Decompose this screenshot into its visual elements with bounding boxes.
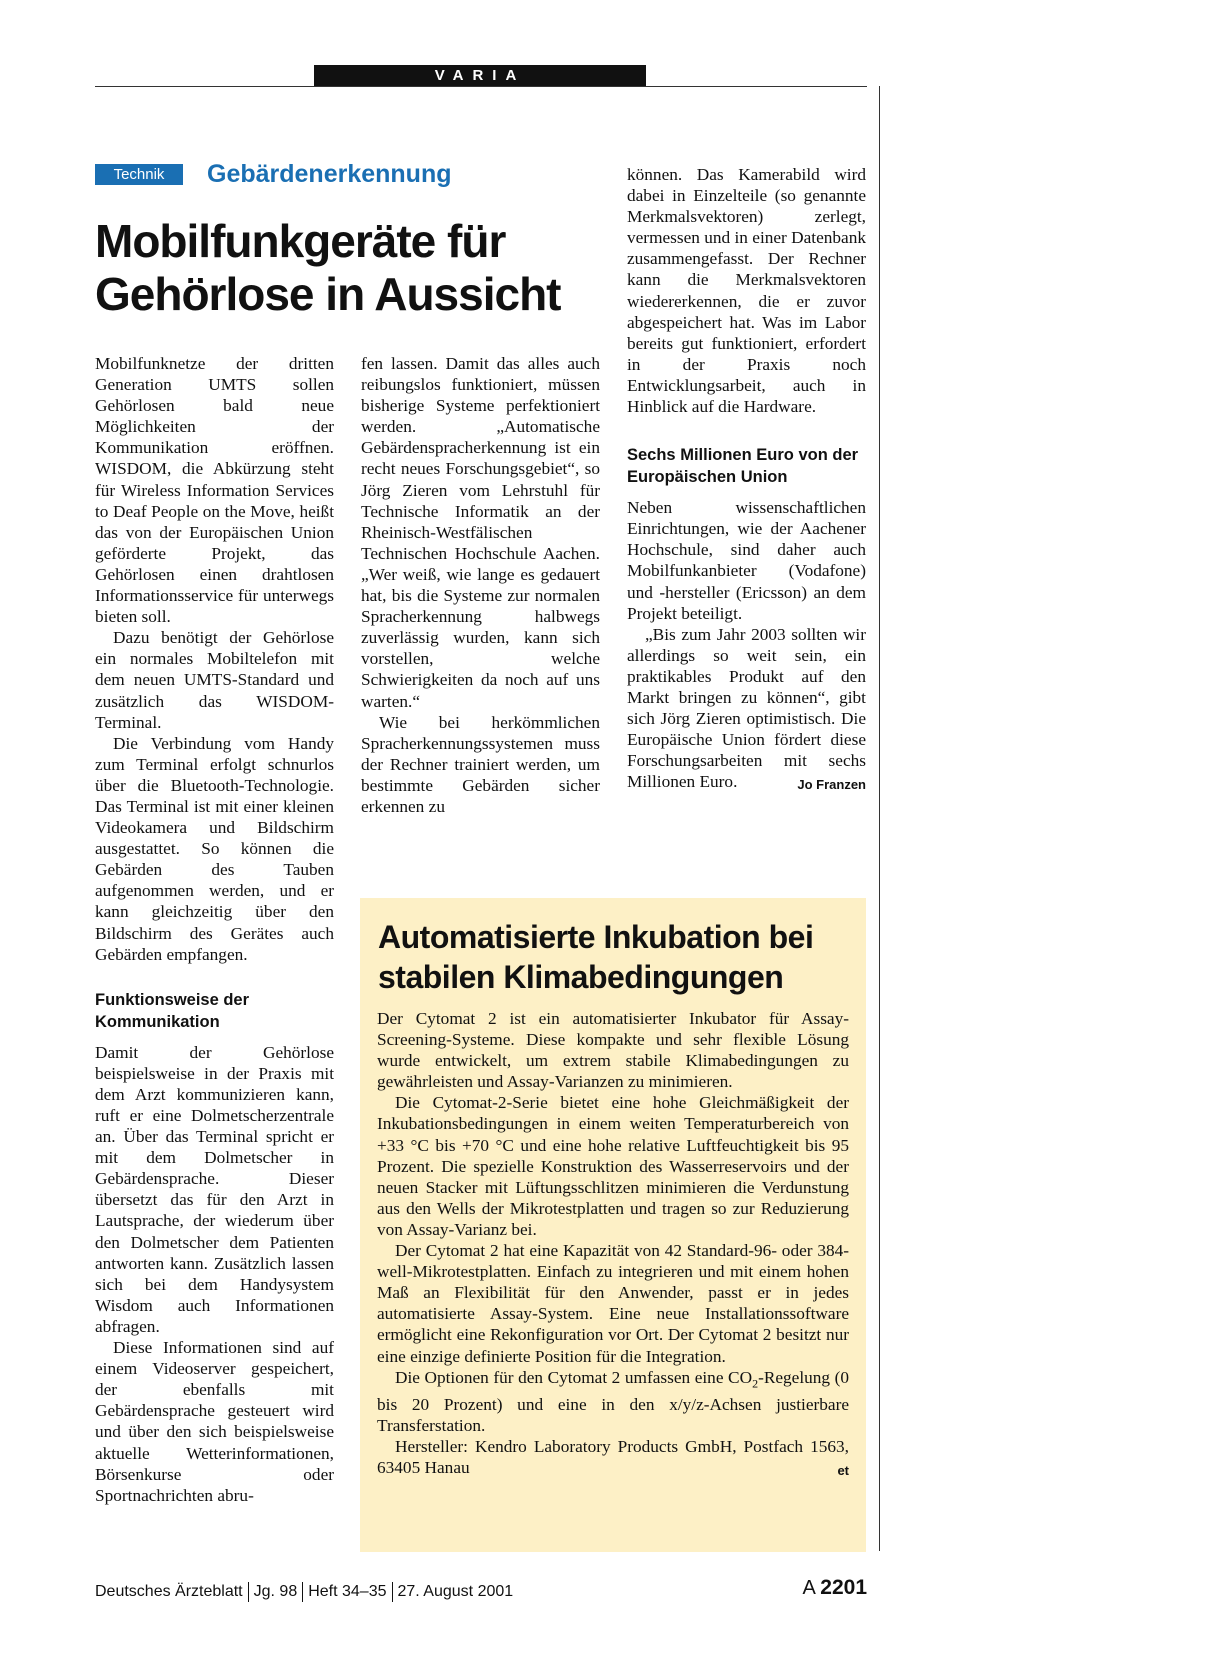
- paragraph: Der Cytomat 2 ist ein automatisierter Inkubator für Assay-Screening-Systeme. Diese kompakte und sehr flexible Lösung wurde entwickelt, um extrem stabile Klimabedingungen zu gewährleisten und Assay-Varianzen zu minimieren.: [377, 1009, 849, 1092]
- headline-line-1: Mobilfunkgeräte für: [95, 215, 506, 267]
- section-subheading: Funktionsweise der Kommunikation: [95, 990, 250, 1031]
- paragraph: Der Cytomat 2 hat eine Kapazität von 42 Standard-96- oder 384-well-Mikrotestplatten. Einfach zu integrieren und mit einem hohen Maß an Flexibilität für den Anwender, passt er in jedes automatisierte Assay-System. Eine neue Installationssoftware ermöglicht eine Rekonfiguration vor Ort. Der Cytomat 2 besitzt nur eine einzige definierte Position für die Integration.: [377, 1241, 849, 1366]
- paragraph: Damit der Gehörlose beispielsweise in der Praxis mit dem Arzt kommunizieren kann, ruft er eine Dolmetscherzentrale an. Über das Terminal spricht er mit dem Dolmetscher in Gebärdensprache. Dieser übersetzt das für den Arzt in Lautsprache, der wiederum über den Dolmetscher dem Patienten antworten kann. Zusätzlich lassen sich bei dem Handysystem Wisdom auch Informationen abfragen.: [95, 1042, 334, 1336]
- paragraph-text: Hersteller: Kendro Laboratory Products GmbH, Postfach 1563, 63405 Hanau: [377, 1437, 849, 1478]
- footer-separator: [248, 1582, 249, 1602]
- page-number: [802, 1576, 867, 1600]
- paragraph: Mobilfunknetze der dritten Generation UMTS sollen Gehörlosen bald neue Möglichkeiten der Kommunikation eröffnen. WISDOM, die Abkürzung steht für Wireless Information Services to Deaf People on the Move, heißt das von der Europäischen Union geförderte Projekt, das Gehörlosen einen drahtlosen Informationsservice für unterwegs bieten soll.: [95, 354, 334, 627]
- paragraph: [377, 1436, 849, 1478]
- paragraph: Neben wissenschaftlichen Einrichtungen, wie der Aachener Hochschule, sind daher auch Mobilfunkanbieter (Vodafone) und -hersteller (Ericsson) an dem Projekt beteiligt.: [627, 498, 866, 623]
- info-box-title: Automatisierte Inkubation bei stabilen Klimabedingungen: [378, 919, 814, 995]
- paragraph: Die Cytomat-2-Serie bietet eine hohe Gleichmäßigkeit der Inkubationsbedingungen in einem weiten Temperaturbereich von +33 °C bis +70 °C und eine hohe relative Luftfeuchtigkeit bis 95 Prozent. Die spezielle Konstruktion des Wasserreservoirs und der neuen Stacker mit Lüftungsschlitzen minimieren die Verdunstung aus den Wells der Mikrotestplatten und tragen so zur Reduzierung von Assay-Varianz bei.: [377, 1093, 849, 1239]
- subscript: 2: [752, 1376, 759, 1391]
- section-header-bar: [314, 65, 646, 86]
- journal-issue: Heft 34–35: [308, 1583, 387, 1601]
- paragraph-text: „Bis zum Jahr 2003 sollten wir allerdings so weit sein, ein praktikables Produkt auf den Markt bringen zu können“, gibt sich Jörg Zieren optimistisch. Die Europäische Union fördert diese Forschungsarbeiten mit sechs Millionen Euro.: [627, 624, 866, 792]
- article-column-2: [361, 353, 600, 817]
- paragraph: [627, 624, 866, 793]
- paragraph: Die Verbindung vom Handy zum Terminal erfolgt schnurlos über die Bluetooth-Technologie. Das Terminal ist mit einer kleinen Videokamera und Bildschirm ausgestattet. So können die Gebärden des Tauben aufgenommen werden, und er kann gleichzeitig über den Bildschirm des Gerätes auch Gebärden empfangen.: [95, 733, 334, 964]
- journal-name: Deutsches Ärzteblatt: [95, 1583, 243, 1601]
- paragraph: fen lassen. Damit das alles auch reibungslos funktioniert, müssen bisherige Systeme perfektioniert werden. „Automatische Gebärdenspracherkennung ist ein recht neues Forschungsgebiet“, so Jörg Zieren vom Lehrstuhl für Technische Informatik an der Rheinisch-Westfälischen Technischen Hochschule Aachen. „Wer weiß, wie lange es gedauert hat, bis die Systeme zur normalen Spracherkennung halbwegs zuverlässig wurden, kann sich vorstellen, welche Schwierigkeiten da noch auf uns warten.“: [361, 354, 600, 711]
- section-subheading: Sechs Millionen Euro von der Europäischen Union: [627, 446, 859, 487]
- paragraph-text: -Regelung (0 bis 20 Prozent) und eine in den x/y/z-Achsen justierbare Transferstation.: [377, 1367, 850, 1436]
- author-byline: Jo Franzen: [797, 777, 866, 793]
- article-column-1: [95, 353, 334, 1506]
- info-box-body: [377, 1008, 849, 1482]
- paragraph: Wie bei herkömmlichen Spracherkennungssystemen muss der Rechner trainiert werden, um bestimmte Gebärden sicher erkennen zu: [361, 712, 600, 816]
- article-column-3: [627, 164, 866, 795]
- right-rule-divider: [879, 86, 880, 1551]
- topic-kicker: Gebärdenerkennung: [207, 160, 452, 188]
- page-prefix: A: [802, 1577, 815, 1599]
- paragraph: [377, 1367, 849, 1437]
- section-label: VARIA: [434, 67, 526, 84]
- top-rule-divider: [95, 86, 867, 87]
- paragraph-text: Die Optionen für den Cytomat 2 umfassen eine CO: [395, 1367, 753, 1387]
- footer-separator: [302, 1582, 303, 1602]
- author-signoff: et: [837, 1463, 849, 1479]
- page-number-value: 2201: [820, 1576, 867, 1599]
- paragraph: Diese Informationen sind auf einem Videoserver gespeichert, der ebenfalls mit Gebärdensprache gesteuert wird und über den sich beispielsweise aktuelle Wetterinformationen, Börsenkurse oder Sportnachrichten abru-: [95, 1338, 334, 1505]
- headline-line-2: Gehörlose in Aussicht: [95, 268, 561, 320]
- footer-separator: [392, 1582, 393, 1602]
- page-footer: [95, 1582, 513, 1602]
- article-headline: [95, 215, 575, 321]
- paragraph: können. Das Kamerabild wird dabei in Einzelteile (so genannte Merkmalsvektoren) zerlegt, vermessen und in einer Datenbank zusammengefasst. Der Rechner kann die Merkmalsvektoren wiedererkennen, die er zuvor abgespeichert hat. Was im Labor bereits gut funktioniert, erfordert in der Praxis noch Entwicklungsarbeit, auch in Hinblick auf die Hardware.: [627, 165, 866, 417]
- journal-volume: Jg. 98: [253, 1583, 298, 1601]
- category-tag: Technik: [95, 164, 183, 185]
- issue-date: 27. August 2001: [397, 1583, 514, 1601]
- paragraph: Dazu benötigt der Gehörlose ein normales Mobiltelefon mit dem neuen UMTS-Standard und zusätzlich das WISDOM-Terminal.: [95, 628, 334, 732]
